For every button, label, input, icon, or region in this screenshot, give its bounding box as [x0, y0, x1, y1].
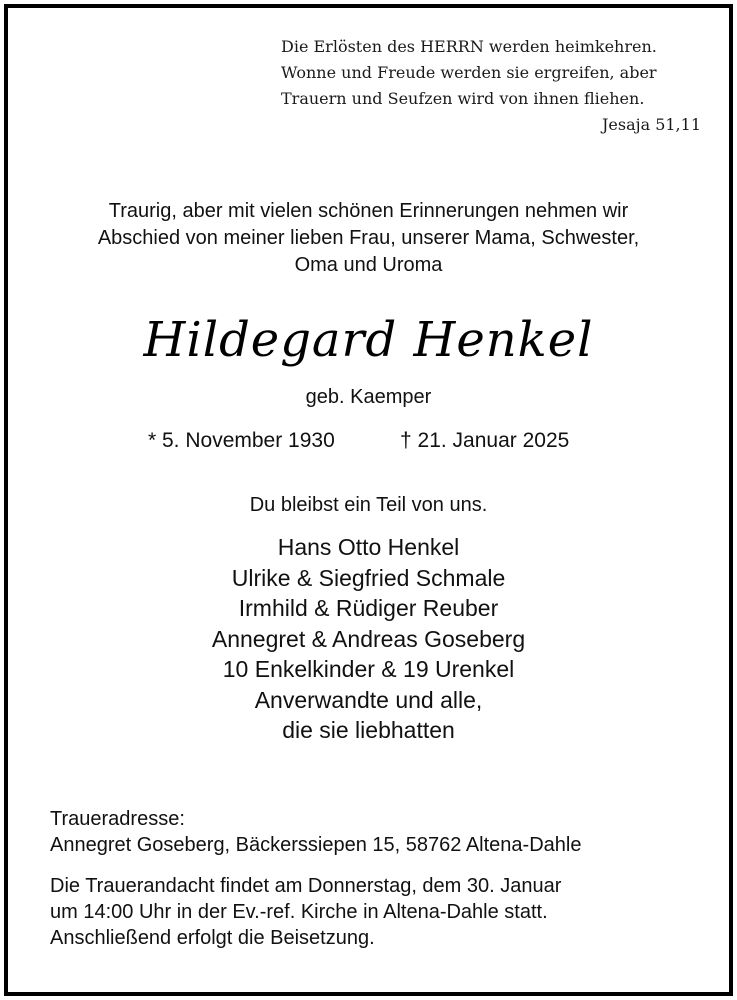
mourner-item: Irmhild & Rüdiger Reuber [238, 595, 499, 621]
verse-line: Trauern und Seufzen wird von ihnen fliehen. [281, 89, 645, 108]
service-line: Anschließend erfolgt die Beisetzung. [50, 927, 375, 949]
intro-line: Traurig, aber mit vielen schönen Erinnerungen nehmen wir [108, 200, 629, 222]
birth-date: * 5. November 1930 [148, 429, 335, 452]
mourning-address [50, 806, 710, 858]
mourner-item: Hans Otto Henkel [277, 534, 460, 560]
service-line: Die Trauerandacht findet am Donnerstag, dem 30. Januar [50, 875, 562, 897]
service-line: um 14:00 Uhr in der Ev.-ref. Kirche in Altena-Dahle statt. [50, 901, 548, 923]
mourner-item: 10 Enkelkinder & 19 Urenkel [222, 656, 515, 682]
intro-line: Abschied von meiner lieben Frau, unserer Mama, Schwester, [97, 227, 640, 249]
verse-reference: Jesaja 51,11 [601, 115, 701, 134]
intro-text [0, 198, 737, 279]
address-value: Annegret Goseberg, Bäckerssiepen 15, 58762 Altena-Dahle [50, 834, 582, 856]
intro-line: Oma und Uroma [294, 254, 443, 276]
maiden-name: geb. Kaemper [305, 386, 432, 408]
mourner-item: Annegret & Andreas Goseberg [211, 625, 526, 652]
mourners-list [0, 532, 737, 746]
death-date: † 21. Januar 2025 [400, 429, 570, 452]
deceased-name: Hildegard Henkel [143, 312, 594, 368]
bible-verse [281, 34, 701, 138]
mourner-item: Ulrike & Siegfried Schmale [231, 564, 506, 591]
verse-line: Die Erlösten des HERRN werden heimkehren. [281, 37, 657, 56]
verse-line: Wonne und Freude werden sie ergreifen, aber [281, 63, 657, 82]
mourner-item: die sie liebhatten [282, 717, 455, 743]
mourner-item: Anverwandte und alle, [254, 686, 483, 713]
address-label: Traueradresse: [50, 808, 185, 830]
motto: Du bleibst ein Teil von uns. [249, 494, 488, 516]
service-info [50, 873, 710, 951]
